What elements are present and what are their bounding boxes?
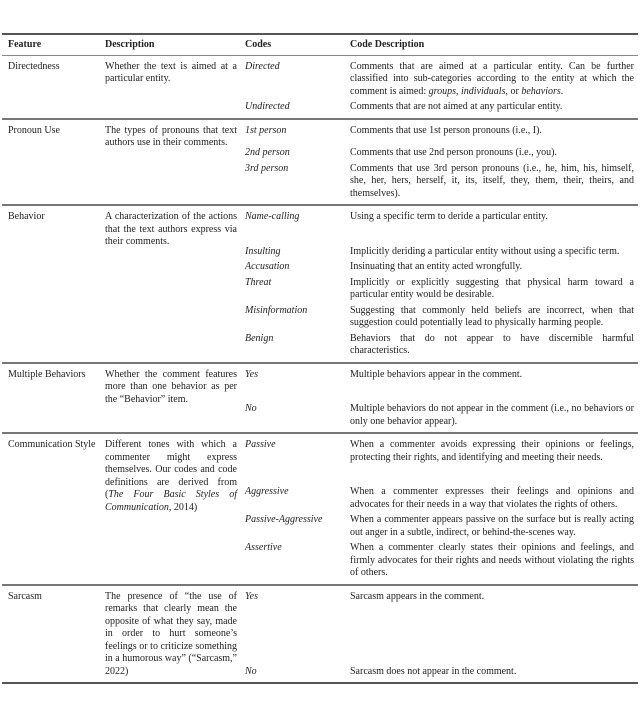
code-item — [245, 514, 638, 539]
code-item — [245, 61, 638, 99]
code-item — [245, 656, 638, 679]
code-description: Comments that use 1st person pronouns (i.e., I). — [350, 124, 542, 136]
code-description: Insinuating that an entity acted wrongfully. — [350, 261, 523, 272]
code-description: Implicitly deriding a particular entity without using a specific term. — [350, 245, 620, 257]
code-description: Behaviors that do not appear to have discernible harmful characteristics. — [350, 332, 634, 356]
code-item — [245, 147, 638, 160]
table-row-pronoun-use — [2, 118, 638, 205]
code-item — [245, 439, 638, 464]
code-description: When a commenter clearly states their opinions and feelings, and firmly advocates for their rights and needs without violating the rights of others. — [350, 542, 634, 578]
code-item — [245, 591, 638, 604]
code: Aggressive — [245, 486, 289, 497]
code-description: Using a specific term to deride a particular entity. — [350, 211, 548, 222]
description: A characterization of the actions that the text authors express via their comments. — [105, 211, 237, 247]
code-item — [245, 305, 638, 330]
code-item — [245, 369, 638, 382]
code-description: Comments that are not aimed at any particular entity. — [350, 101, 563, 112]
header-row — [2, 35, 638, 56]
description: The types of pronouns that text authors use in their comments. — [105, 124, 237, 148]
table-row-behavior — [2, 204, 638, 362]
code: Directed — [245, 60, 280, 72]
description: Whether the comment features more than one behavior as per the “Behavior” item. — [105, 368, 237, 405]
code-item — [245, 101, 638, 114]
code-description: Comments that are aimed at a particular entity. Can be further classified into sub-categories according to the entity at which the comment is aimed: groups, individuals, or behaviors. — [350, 60, 634, 97]
description: Different tones with which a commenter might express themselves. Our codes and code definitions are derived from (The Four Basic Styles of Communication, 2014) — [105, 439, 237, 513]
feature-behavior: Behavior — [8, 211, 45, 222]
code: 2nd person — [245, 147, 290, 158]
feature-table — [2, 33, 638, 684]
code: Undirected — [245, 101, 290, 112]
code: 1st person — [245, 124, 287, 136]
code-description: Sarcasm appears in the comment. — [350, 590, 485, 602]
code: Yes — [245, 368, 258, 380]
code-item — [245, 163, 638, 201]
code: 3rd person — [245, 162, 289, 174]
description: The presence of “the use of remarks that clearly mean the opposite of what they say, made in order to hurt someone’s feelings or to criticize something in a humorous way” (“Sarcasm,” 2022) — [105, 590, 237, 677]
feature-communication-style: Communication Style — [8, 439, 96, 450]
code-description: When a commenter avoids expressing their opinions or feelings, protecting their rights, and identifying and meeting their needs. — [350, 439, 634, 463]
description: Whether the text is aimed at a particular entity. — [105, 60, 237, 84]
code-item — [245, 403, 638, 428]
header-codes: Codes — [245, 39, 272, 50]
table-row-directedness — [2, 56, 638, 118]
code-description: Sarcasm does not appear in the comment. — [350, 665, 517, 677]
code-item — [245, 333, 638, 358]
code-description: Implicitly or explicitly suggesting that physical harm toward a particular entity would be desirable. — [350, 276, 634, 300]
code: Benign — [245, 332, 274, 344]
code: Assertive — [245, 542, 282, 553]
code-item — [245, 277, 638, 302]
code: Accusation — [245, 261, 290, 272]
code-item — [245, 125, 638, 138]
code: Threat — [245, 276, 272, 288]
code: No — [245, 403, 257, 414]
code-description: Multiple behaviors do not appear in the comment (i.e., no behaviors or only one behavior appear). — [350, 403, 634, 427]
code-description: When a commenter appears passive on the surface but is really acting out anger in a subtle, indirect, or behind-the-scenes way. — [350, 514, 634, 538]
header-description: Description — [105, 39, 155, 50]
feature-pronoun-use: Pronoun Use — [8, 124, 60, 136]
code: Passive-Aggressive — [245, 514, 323, 525]
code-description: When a commenter expresses their feelings and opinions and advocates for their needs in a way that violates the rights of others. — [350, 486, 634, 510]
code: No — [245, 665, 257, 677]
code-description: Multiple behaviors appear in the comment. — [350, 368, 523, 380]
code-description: Suggesting that commonly held beliefs are incorrect, when that suggestion could potentially lead to physically harming people. — [350, 304, 634, 328]
feature-directedness: Directedness — [8, 60, 60, 72]
header-code-description: Code Description — [350, 39, 425, 50]
code: Passive — [245, 439, 276, 450]
code: Yes — [245, 590, 258, 602]
code-item — [245, 211, 638, 224]
code: Name-calling — [245, 211, 300, 222]
table-row-sarcasm — [2, 584, 638, 683]
code-item — [245, 486, 638, 511]
table-row-communication-style — [2, 432, 638, 584]
code-item — [245, 261, 638, 274]
code-item — [245, 246, 638, 259]
table-row-multiple-behaviors — [2, 362, 638, 433]
feature-multiple-behaviors: Multiple Behaviors — [8, 368, 86, 380]
code-description: Comments that use 2nd person pronouns (i.e., you). — [350, 147, 557, 158]
code: Insulting — [245, 245, 281, 257]
code-description: Comments that use 3rd person pronouns (i.e., he, him, his, himself, she, her, hers, herself, it, its, itself, they, them, their, theirs, and themselves). — [350, 162, 634, 199]
code-item — [245, 542, 638, 580]
code: Misinformation — [245, 304, 308, 316]
header-feature: Feature — [8, 39, 42, 50]
feature-sarcasm: Sarcasm — [8, 590, 42, 602]
